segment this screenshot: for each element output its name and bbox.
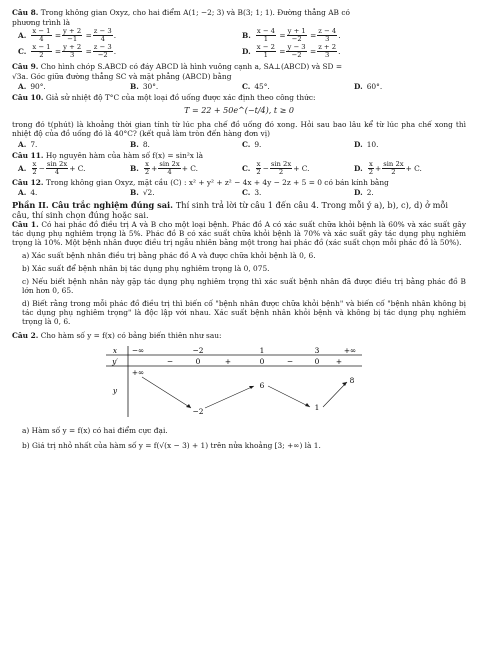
y-val-1: +∞ bbox=[131, 368, 145, 378]
q11-option-a[interactable]: A. $\frac{x}{2}$ − $\frac{\sin 2x}{4}$ + C. bbox=[18, 159, 86, 176]
p1-number: Câu 1. bbox=[12, 219, 39, 229]
x-val-1: −∞ bbox=[131, 346, 145, 356]
q11-text: Họ nguyên hàm của hàm số f(x) = sin²x là bbox=[45, 150, 204, 160]
arrow-head-4 bbox=[342, 382, 347, 386]
arrow-down-1 bbox=[142, 377, 191, 408]
q9-options bbox=[18, 82, 466, 91]
q12-option-a[interactable]: A. 4. bbox=[18, 187, 38, 197]
x-val-3: 1 bbox=[259, 346, 265, 356]
q9-text-cont: √3a. Góc giữa đường thẳng SC và mặt phẳng (ABCD) bằng bbox=[12, 71, 232, 81]
arrow-down-2 bbox=[268, 386, 310, 407]
q11-option-b[interactable]: B. $\frac{x}{2}$ + $\frac{\sin 2x}{4}$ + C. bbox=[130, 159, 199, 176]
q8-stem bbox=[12, 8, 466, 17]
p2-stem bbox=[12, 331, 466, 340]
q8-text-cont: phương trình là bbox=[12, 18, 71, 28]
p1-text: Có hai phác đồ điều trị A và B cho một loại bệnh. Phác đồ A có xác suất chữa khỏi bệnh là 60% và xác suất gây tác dụng phụ nghiêm trọng là 5%. Phác đồ B có xác suất chữa khỏi bệnh là 70% và xác suất gây tác dụng phụ nghiêm trọng là 10%. Một bệnh nhân được điều trị ngẫu nhiên bằng một trong hai phác đồ (xác suất chọn mỗi phác đồ là 50%). bbox=[12, 219, 466, 247]
q12-option-b[interactable]: B. √2. bbox=[130, 187, 155, 197]
q8-option-b[interactable]: B. $\frac{x - 4}{1}$ = $\frac{y + 1}{-2}$ = $\frac{z - 4}{3}$ . bbox=[242, 27, 341, 44]
p1-item-d[interactable]: d) Biết rằng trong mỗi phác đồ điều trị thì biến cố "bệnh nhân được chữa khỏi bệnh" và biến cố "bệnh nhân không bị tác dụng phụ nghiêm trọng" là độc lập với nhau. Xác suất bệnh nhân khỏi bệnh và không bị tác dụng phụ nghiêm trọng là 0, 6. bbox=[22, 299, 466, 327]
q9-option-a[interactable]: A. 90°. bbox=[18, 81, 46, 91]
p2-item-b[interactable]: b) Giá trị nhỏ nhất của hàm số y = f(√(x − 3) + 1) trên nửa khoảng [3; +∞) là 1. bbox=[22, 441, 321, 451]
q9-number: Câu 9. bbox=[12, 61, 39, 71]
sign-6: 0 bbox=[314, 357, 320, 367]
q10-option-a[interactable]: A. 7. bbox=[18, 139, 38, 149]
sign-1: − bbox=[166, 357, 174, 367]
q9-option-b[interactable]: B. 30°. bbox=[130, 81, 159, 91]
sign-4: 0 bbox=[259, 357, 265, 367]
x-val-5: +∞ bbox=[343, 346, 357, 356]
x-val-2: −2 bbox=[192, 346, 204, 356]
q10-formula: T = 22 + 50e^(−t/4), t ≥ 0 bbox=[184, 105, 294, 115]
p2-item-a[interactable]: a) Hàm số y = f(x) có hai điểm cực đại. bbox=[22, 426, 168, 436]
q11-option-d[interactable]: D. $\frac{x}{2}$ + $\frac{\sin 2x}{2}$ + C. bbox=[354, 159, 422, 176]
y-label: y bbox=[112, 386, 118, 396]
variation-table-svg bbox=[104, 344, 364, 418]
q12-options bbox=[18, 188, 466, 197]
q10-options bbox=[18, 140, 466, 149]
arrow-head-3 bbox=[305, 403, 310, 407]
q12-text: Trong không gian Oxyz, mặt cầu (C) : x² + y² + z² − 4x + 4y − 2z + 5 = 0 có bán kính bằng bbox=[45, 177, 389, 187]
q10-body: trong đó t(phút) là khoảng thời gian tính từ lúc pha chế đồ uống đó xong. Hỏi sau bao lâu kể từ lúc pha chế xong thì nhiệt độ của đồ uống đó là 40°C? (kết quả làm tròn đến hàng đơn vị) bbox=[12, 120, 466, 139]
p1-stem bbox=[12, 220, 466, 247]
q10-text: Giả sử nhiệt độ T°C của một loại đồ uống được xác định theo công thức: bbox=[45, 92, 316, 102]
q9-option-c[interactable]: C. 45°. bbox=[242, 81, 270, 91]
q11-number: Câu 11. bbox=[12, 150, 44, 160]
y-val-5: 8 bbox=[349, 376, 355, 386]
q10-option-d[interactable]: D. 10. bbox=[354, 139, 379, 149]
p1-item-c[interactable]: c) Nếu biết bệnh nhân này gặp tác dụng phụ nghiêm trọng thì xác suất bệnh nhân đã được điều trị bằng phác đồ B lớn hơn 0, 65. bbox=[22, 277, 466, 296]
q10-number: Câu 10. bbox=[12, 92, 44, 102]
q10-stem bbox=[12, 93, 466, 102]
dy-label: y′ bbox=[112, 357, 118, 367]
q12-option-d[interactable]: D. 2. bbox=[354, 187, 374, 197]
q12-option-c[interactable]: C. 3. bbox=[242, 187, 262, 197]
arrow-head-2 bbox=[249, 386, 254, 389]
q8-text: Trong không gian Oxyz, cho hai điểm A(1; −2; 3) và B(3; 1; 1). Đường thẳng AB có bbox=[40, 8, 350, 17]
x-label: x bbox=[112, 346, 118, 356]
p1-item-b[interactable]: b) Xác suất để bệnh nhân bị tác dụng phụ nghiêm trọng là 0, 075. bbox=[22, 264, 270, 273]
q9-stem bbox=[12, 62, 466, 71]
sign-2: 0 bbox=[195, 357, 201, 367]
q11-options bbox=[18, 161, 466, 176]
sign-7: + bbox=[335, 357, 343, 367]
q10-option-c[interactable]: C. 9. bbox=[242, 139, 262, 149]
q11-option-c[interactable]: C. $\frac{x}{2}$ − $\frac{\sin 2x}{2}$ + C. bbox=[242, 159, 310, 176]
q9-option-d[interactable]: D. 60°. bbox=[354, 81, 383, 91]
y-val-3: 6 bbox=[259, 381, 265, 391]
q8-option-a[interactable]: A. $\frac{x - 1}{4}$ = $\frac{y + 2}{-1}$ = $\frac{z - 3}{4}$ . bbox=[18, 27, 117, 44]
x-val-4: 3 bbox=[314, 346, 320, 356]
p2-number: Câu 2. bbox=[12, 331, 39, 341]
q8-option-c[interactable]: C. $\frac{x - 1}{2}$ = $\frac{y + 2}{3}$ = $\frac{z - 3}{-2}$ . bbox=[18, 43, 117, 60]
sign-5: − bbox=[286, 357, 294, 367]
variation-table bbox=[104, 344, 466, 420]
q8-option-d[interactable]: D. $\frac{x - 2}{1}$ = $\frac{y - 3}{-2}$ = $\frac{z + 2}{3}$ . bbox=[242, 43, 341, 60]
p1-item-a[interactable]: a) Xác suất bệnh nhân điều trị bằng phác đồ A và được chữa khỏi bệnh là 0, 6. bbox=[22, 250, 316, 260]
q10-option-b[interactable]: B. 8. bbox=[130, 139, 150, 149]
p2-text: Cho hàm số y = f(x) có bảng biến thiên như sau: bbox=[40, 331, 222, 341]
q8-options bbox=[18, 28, 466, 60]
arrow-head-1 bbox=[186, 404, 191, 408]
part2-heading bbox=[12, 200, 466, 220]
arrow-up-2 bbox=[323, 382, 347, 407]
arrow-up-1 bbox=[205, 386, 254, 408]
y-val-4: 1 bbox=[314, 403, 320, 413]
q11-stem bbox=[12, 151, 466, 160]
q9-text: Cho hình chóp S.ABCD có đáy ABCD là hình vuông cạnh a, SA⊥(ABCD) và SD = bbox=[40, 61, 343, 71]
part2-description: Thí sinh trả lời từ câu 1 đến câu 4. Trong mỗi ý a), b), c), d) ở mỗi câu, thí sinh chọn đúng hoặc sai. bbox=[12, 199, 448, 220]
q8-number: Câu 8. bbox=[12, 8, 39, 17]
sign-3: + bbox=[224, 357, 232, 367]
q12-stem bbox=[12, 178, 466, 187]
y-val-2: −2 bbox=[192, 407, 204, 417]
part2-title: Phần II. Câu trắc nghiệm đúng sai. bbox=[12, 199, 173, 210]
q12-number: Câu 12. bbox=[12, 177, 44, 187]
